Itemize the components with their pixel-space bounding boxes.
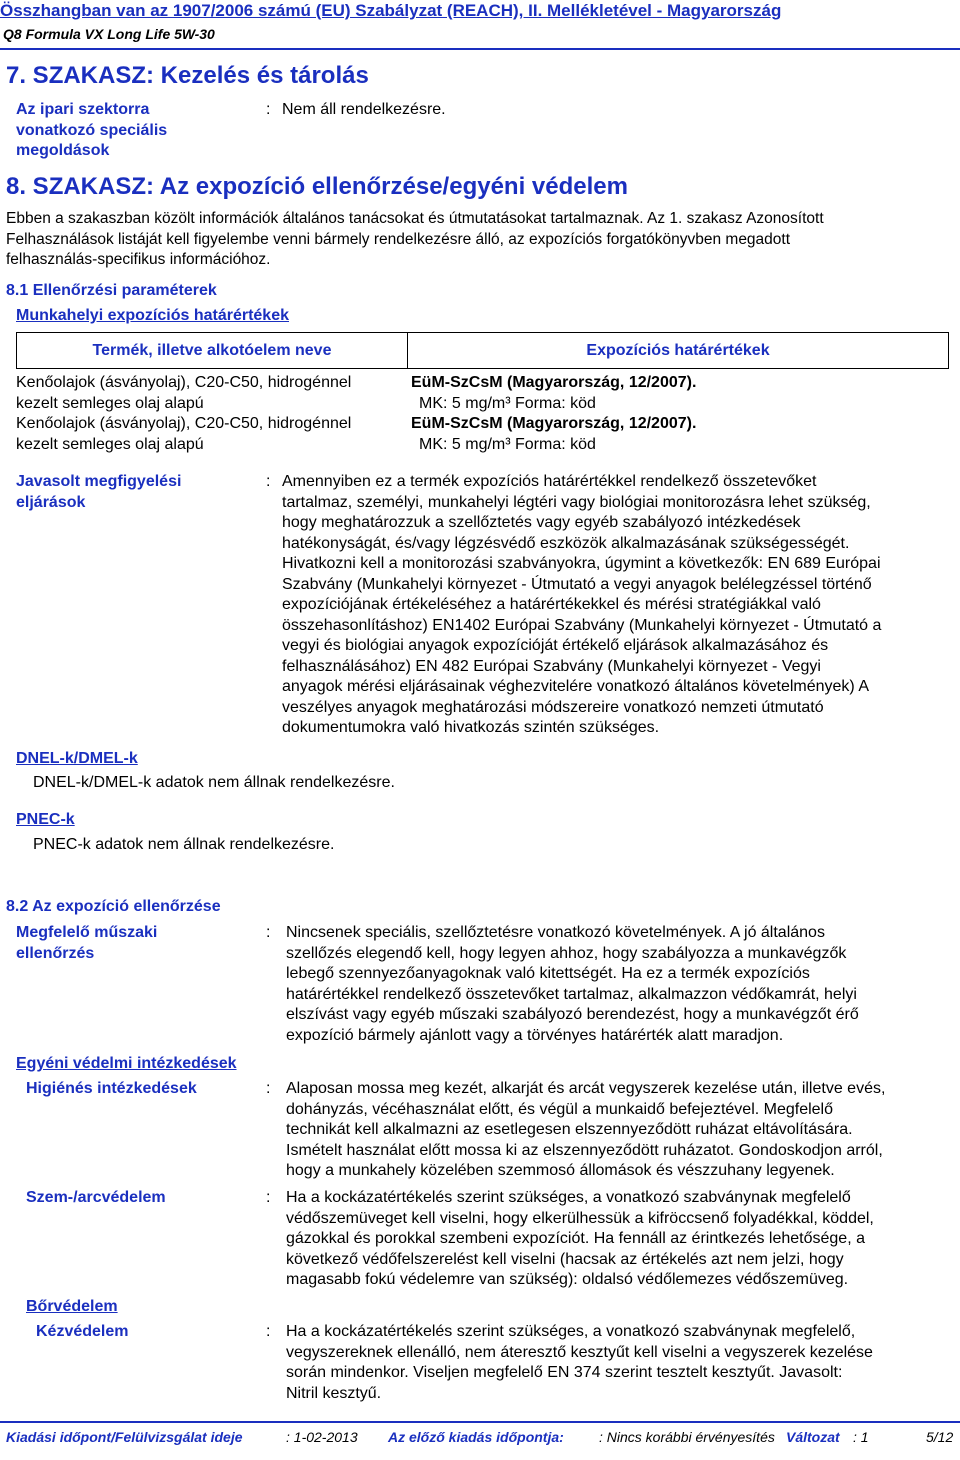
table-header-limits: Expozíciós határértékek: [408, 333, 949, 369]
table-header-product: Termék, illetve alkotóelem neve: [17, 333, 408, 369]
component-name: Kenőolajok (ásványolaj), C20-C50, hidrogénnel kezelt semleges olaj alapú: [16, 374, 352, 412]
hygiene-text: Alaposan mossa meg kezét, alkarját és arcát vegyszerek kezelése után, illetve evés, dohányzás, vécéhasználat előtt, és végül a munkaidő befejeztével. Megfelelő technikát kell alkalmazni az esetlegesen elszennyeződött ruházat eltávolítására. Ismételt használat előtt mossa ki az elszennyeződött ruházatot. Gondoskodjon arról, hogy a munkahely közelében szemmosó állomások és vészzuhany legyenek.: [286, 1080, 886, 1179]
field-colon: :: [266, 1189, 271, 1206]
document-header-title: Összhangban van az 1907/2006 számú (EU) Szabályzat (REACH), II. Mellékletével - Magyarország: [0, 1, 782, 20]
exposure-limits-table: [16, 332, 949, 369]
footer-issue-label: Kiadási időpont/Felülvizsgálat ideje: [6, 1429, 243, 1445]
field-colon: :: [266, 924, 271, 941]
footer-previous-label: Az előző kiadás időpontja:: [388, 1429, 564, 1445]
field-colon: :: [266, 473, 271, 490]
control-parameters-title: 8.1 Ellenőrzési paraméterek: [6, 282, 217, 299]
hygiene-label: Higiénés intézkedések: [26, 1080, 197, 1097]
engineering-controls-text: Nincsenek speciális, szellőztetésre vonatkozó követelmények. A jó általános szellőzés elegendő kell, hogy legyen ahhoz, hogy szabályozza a munkavégzők lebegő szennyezőanyagoknak való kitettségét. Ha ez a termék expozíciós határértékkel rendelkező összetevőket tartalmaz, alkalmazzon védőkamrát, helyi elszívást vagy egyéb műszaki szabályozó berendezést, hogy a munkavégzőt érő expozíció bármely ajánlott vagy a törvényes határérték alatt maradjon.: [286, 924, 859, 1044]
header-divider: [0, 48, 960, 50]
eye-protection-label: Szem-/arcvédelem: [26, 1189, 166, 1206]
limit-detail: MK: 5 mg/m³ Forma: köd: [419, 435, 596, 453]
footer-divider: [0, 1421, 960, 1423]
industrial-solutions-value: Nem áll rendelkezésre.: [282, 101, 446, 118]
eye-protection-text: Ha a kockázatértékelés szerint szükséges, a vonatkozó szabványnak megfelelő védőszemüveget kell viselni, hogy elkerülhessük a kifröccsenő folyadékkal, köddel, gázokkal és porokkal szembeni expozíciót. Ha fennáll az érintkezés lehetősége, a következő védőfelszerelést kell viselni (hacsak az értékelés azt nem jelzi, hogy magasabb fokú védelemre van szükség): oldalsó védőlemezes védőszemüveg.: [286, 1189, 874, 1288]
dnel-text: DNEL-k/DMEL-k adatok nem állnak rendelkezésre.: [33, 774, 395, 791]
component-name: Kenőolajok (ásványolaj), C20-C50, hidrogénnel kezelt semleges olaj alapú: [16, 415, 352, 453]
section-8-title: 8. SZAKASZ: Az expozíció ellenőrzése/egyéni védelem: [6, 173, 628, 200]
pnec-text: PNEC-k adatok nem állnak rendelkezésre.: [33, 836, 335, 853]
hand-protection-label: Kézvédelem: [36, 1323, 129, 1340]
footer-version-value: : 1: [853, 1429, 869, 1445]
limit-regulation: EüM-SzCsM (Magyarország, 12/2007).: [411, 415, 697, 432]
industrial-solutions-label: Az ipari szektorra vonatkozó speciális megoldások: [16, 101, 168, 159]
exposure-control-title: 8.2 Az expozíció ellenőrzése: [6, 898, 221, 915]
hand-protection-text: Ha a kockázatértékelés szerint szükséges, a vonatkozó szabványnak megfelelő, vegyszereknek ellenálló, nem áteresztő kesztyűt kell viselni a vegyszerek kezelése során mindenkor. Viseljen megfelelő EN 374 szerint tesztelt kesztyűt. Javasolt: Nitril kesztyű.: [286, 1323, 873, 1402]
monitoring-label: Javasolt megfigyelési eljárások: [16, 473, 182, 511]
field-colon: :: [266, 1080, 271, 1097]
product-name: Q8 Formula VX Long Life 5W-30: [3, 26, 215, 42]
section-8-intro: Ebben a szakaszban közölt információk általános tanácsokat és útmutatásokat tartalmaznak. Az 1. szakasz Azonosított Felhasználások listáját kell figyelembe venni bármely rendelkezésre álló, az expozíciós forgatókönyvben megadott felhasználás-specifikus információhoz.: [6, 210, 824, 268]
limit-detail: MK: 5 mg/m³ Forma: köd: [419, 394, 596, 412]
table-row-limit: [411, 373, 696, 414]
individual-protection-title: Egyéni védelmi intézkedések: [16, 1055, 237, 1072]
table-header-row: [17, 333, 949, 369]
section-7-title: 7. SZAKASZ: Kezelés és tárolás: [6, 62, 369, 89]
table-row: [16, 414, 351, 455]
engineering-controls-label: Megfelelő műszaki ellenőrzés: [16, 924, 158, 962]
dnel-title: DNEL-k/DMEL-k: [16, 750, 138, 767]
monitoring-text: Amennyiben ez a termék expozíciós határértékkel rendelkező összetevőket tartalmaz, személyi, munkahelyi légtéri vagy biológiai monitorozásra lehet szükség, hogy meghatározzuk a szellőztetés vagy egyéb szabályozó intézkedések hatékonyságát, és/vagy légzésvédő eszközök alkalmazásának szükségességét. Hivatkozni kell a monitorozási szabványokra, úgymint a következők: EN 689 Európai Szabvány (Munkahelyi környezet - Útmutató a vegyi anyagok belélegzéssel történő expozíciójának értékeléséhez a határértékekkel és mérési stratégiákkal való összehasonlításhoz) EN1402 Európai Szabvány (Munkahelyi környezet - Útmutató a vegyi és biológiai anyagok expozícióját értékelő eljárások alkalmazásához és felhasználásához) EN 482 Európai Szabvány (Munkahelyi környezet - Vegyi anyagok mérési eljárásainak véghezvitelére vonatkozó általános követelmények) A veszélyes anyagok meghatározási módszereire vonatkozó nemzeti útmutató dokumentumokra való hivatkozás szintén szükséges.: [282, 473, 882, 736]
workplace-limits-title: Munkahelyi expozíciós határértékek: [16, 307, 289, 324]
field-colon: :: [266, 1323, 271, 1340]
footer-issue-date: : 1-02-2013: [286, 1429, 358, 1445]
footer-page-number: 5/12: [926, 1429, 954, 1445]
table-row-limit: [411, 414, 696, 455]
table-row: [16, 373, 351, 414]
footer-previous-value: : Nincs korábbi érvényesítés: [599, 1429, 775, 1445]
field-colon: :: [266, 101, 271, 118]
pnec-title: PNEC-k: [16, 811, 75, 828]
limit-regulation: EüM-SzCsM (Magyarország, 12/2007).: [411, 374, 697, 391]
footer-version-label: Változat: [786, 1429, 840, 1445]
skin-protection-title: Bőrvédelem: [26, 1298, 118, 1315]
